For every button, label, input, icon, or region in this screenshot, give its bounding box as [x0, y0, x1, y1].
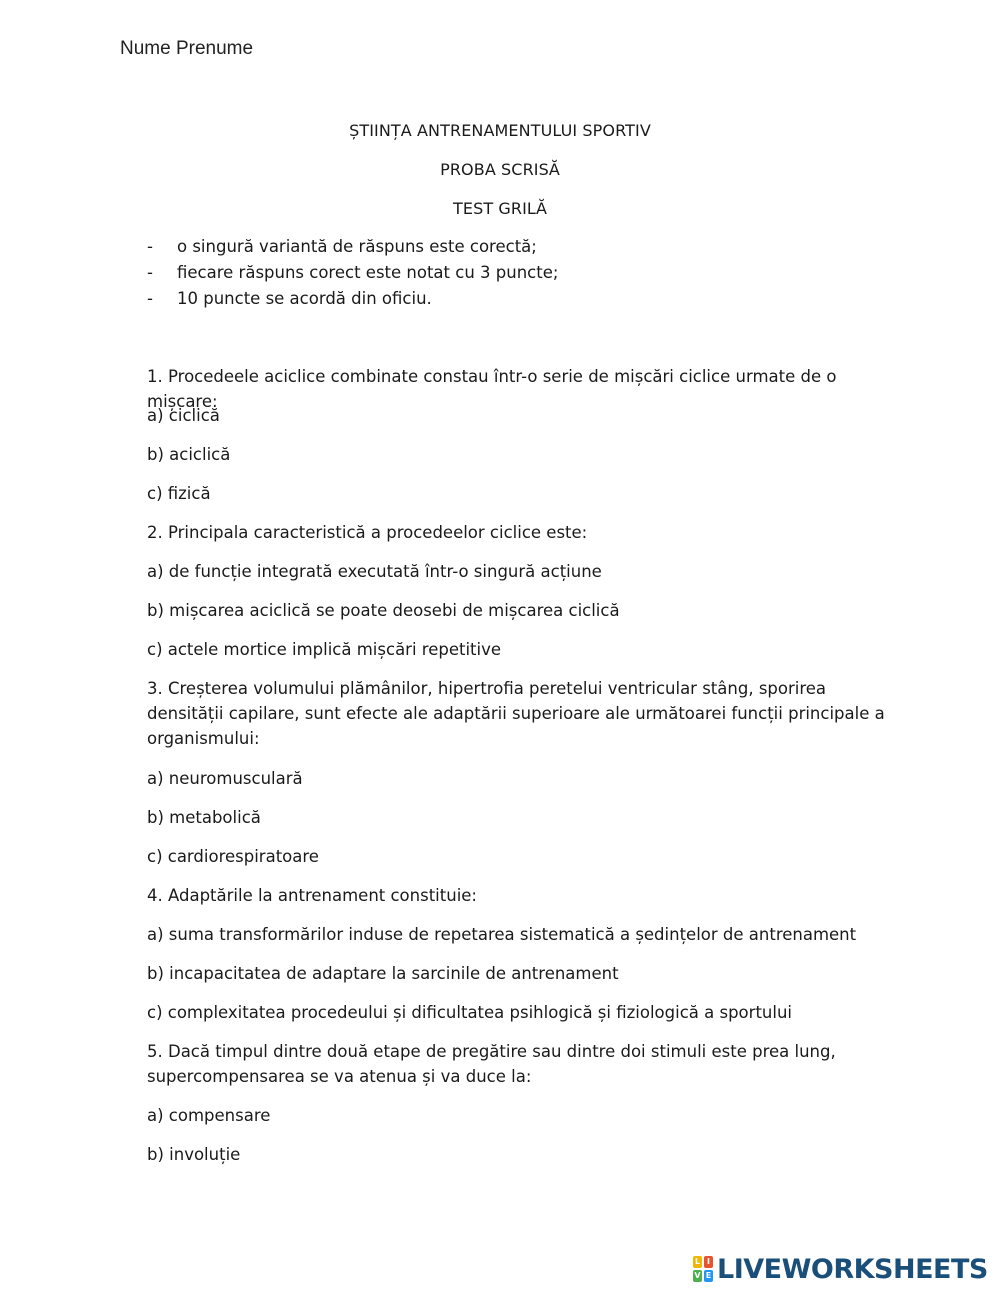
question-3-text: 3. Creșterea volumului plămânilor, hipertrofia peretelui ventricular stâng, sporirea densității capilare, sunt efecte ale adaptării superioare ale următoarei funcții principale a organismului:	[147, 679, 885, 748]
question-2-option-a[interactable]: a) de funcție integrată executată într-o singură acțiune	[147, 562, 602, 581]
bullet-dash: -	[147, 263, 153, 282]
question-4-option-c[interactable]: c) complexitatea procedeului și dificultatea psihlogică și fiziologică a sportului	[147, 1003, 792, 1022]
question-1-option-a[interactable]: a) ciclică	[147, 406, 220, 425]
question-5-text: 5. Dacă timpul dintre două etape de pregătire sau dintre doi stimuli este prea lung, supercompensarea se va atenua și va duce la:	[147, 1042, 836, 1086]
question-3-option-a[interactable]: a) neuromusculară	[147, 769, 303, 788]
logo-mark-tile: E	[705, 1271, 712, 1280]
question-2-option-c[interactable]: c) actele mortice implică mișcări repetitive	[147, 640, 502, 659]
question-4-text: 4. Adaptările la antrenament constituie:	[147, 886, 477, 905]
subtitle-grid-test: TEST GRILĂ	[453, 199, 547, 218]
logo-mark-tile: I	[704, 1256, 713, 1268]
question-1-option-c[interactable]: c) fizică	[147, 484, 211, 503]
question-4-option-b[interactable]: b) incapacitatea de adaptare la sarcinile de antrenament	[147, 964, 619, 983]
name-field[interactable]: Nume Prenume	[120, 38, 254, 59]
question-5-option-b[interactable]: b) involuție	[147, 1145, 241, 1164]
bullet-dash: -	[147, 237, 153, 256]
question-1-option-b[interactable]: b) aciclică	[147, 445, 231, 464]
instruction-text: fiecare răspuns corect este notat cu 3 puncte;	[177, 263, 559, 282]
question-5-option-a[interactable]: a) compensare	[147, 1106, 271, 1125]
instruction-text: o singură variantă de răspuns este corectă;	[177, 237, 537, 256]
logo-mark-tile: L	[694, 1257, 701, 1266]
subtitle-written-test: PROBA SCRISĂ	[440, 160, 560, 179]
question-3-option-b[interactable]: b) metabolică	[147, 808, 261, 827]
logo-text: LIVEWORKSHEETS	[717, 1253, 988, 1285]
question-3-option-c[interactable]: c) cardiorespiratoare	[147, 847, 319, 866]
liveworksheets-logo	[693, 1254, 988, 1284]
logo-mark-tile: V	[694, 1271, 701, 1280]
main-title: ȘTIINȚA ANTRENAMENTULUI SPORTIV	[349, 121, 651, 140]
question-4-option-a[interactable]: a) suma transformărilor induse de repetarea sistematică a ședințelor de antrenament	[147, 925, 857, 944]
question-1-text: 1. Procedeele aciclice combinate constau într-o serie de mișcări ciclice urmate de o mișcare:	[147, 367, 837, 411]
instruction-text: 10 puncte se acordă din oficiu.	[177, 289, 432, 308]
logo-mark-icon	[693, 1256, 713, 1282]
bullet-dash: -	[147, 289, 153, 308]
question-2-text: 2. Principala caracteristică a procedeelor ciclice este:	[147, 523, 588, 542]
question-2-option-b[interactable]: b) mișcarea aciclică se poate deosebi de mișcarea ciclică	[147, 601, 620, 620]
